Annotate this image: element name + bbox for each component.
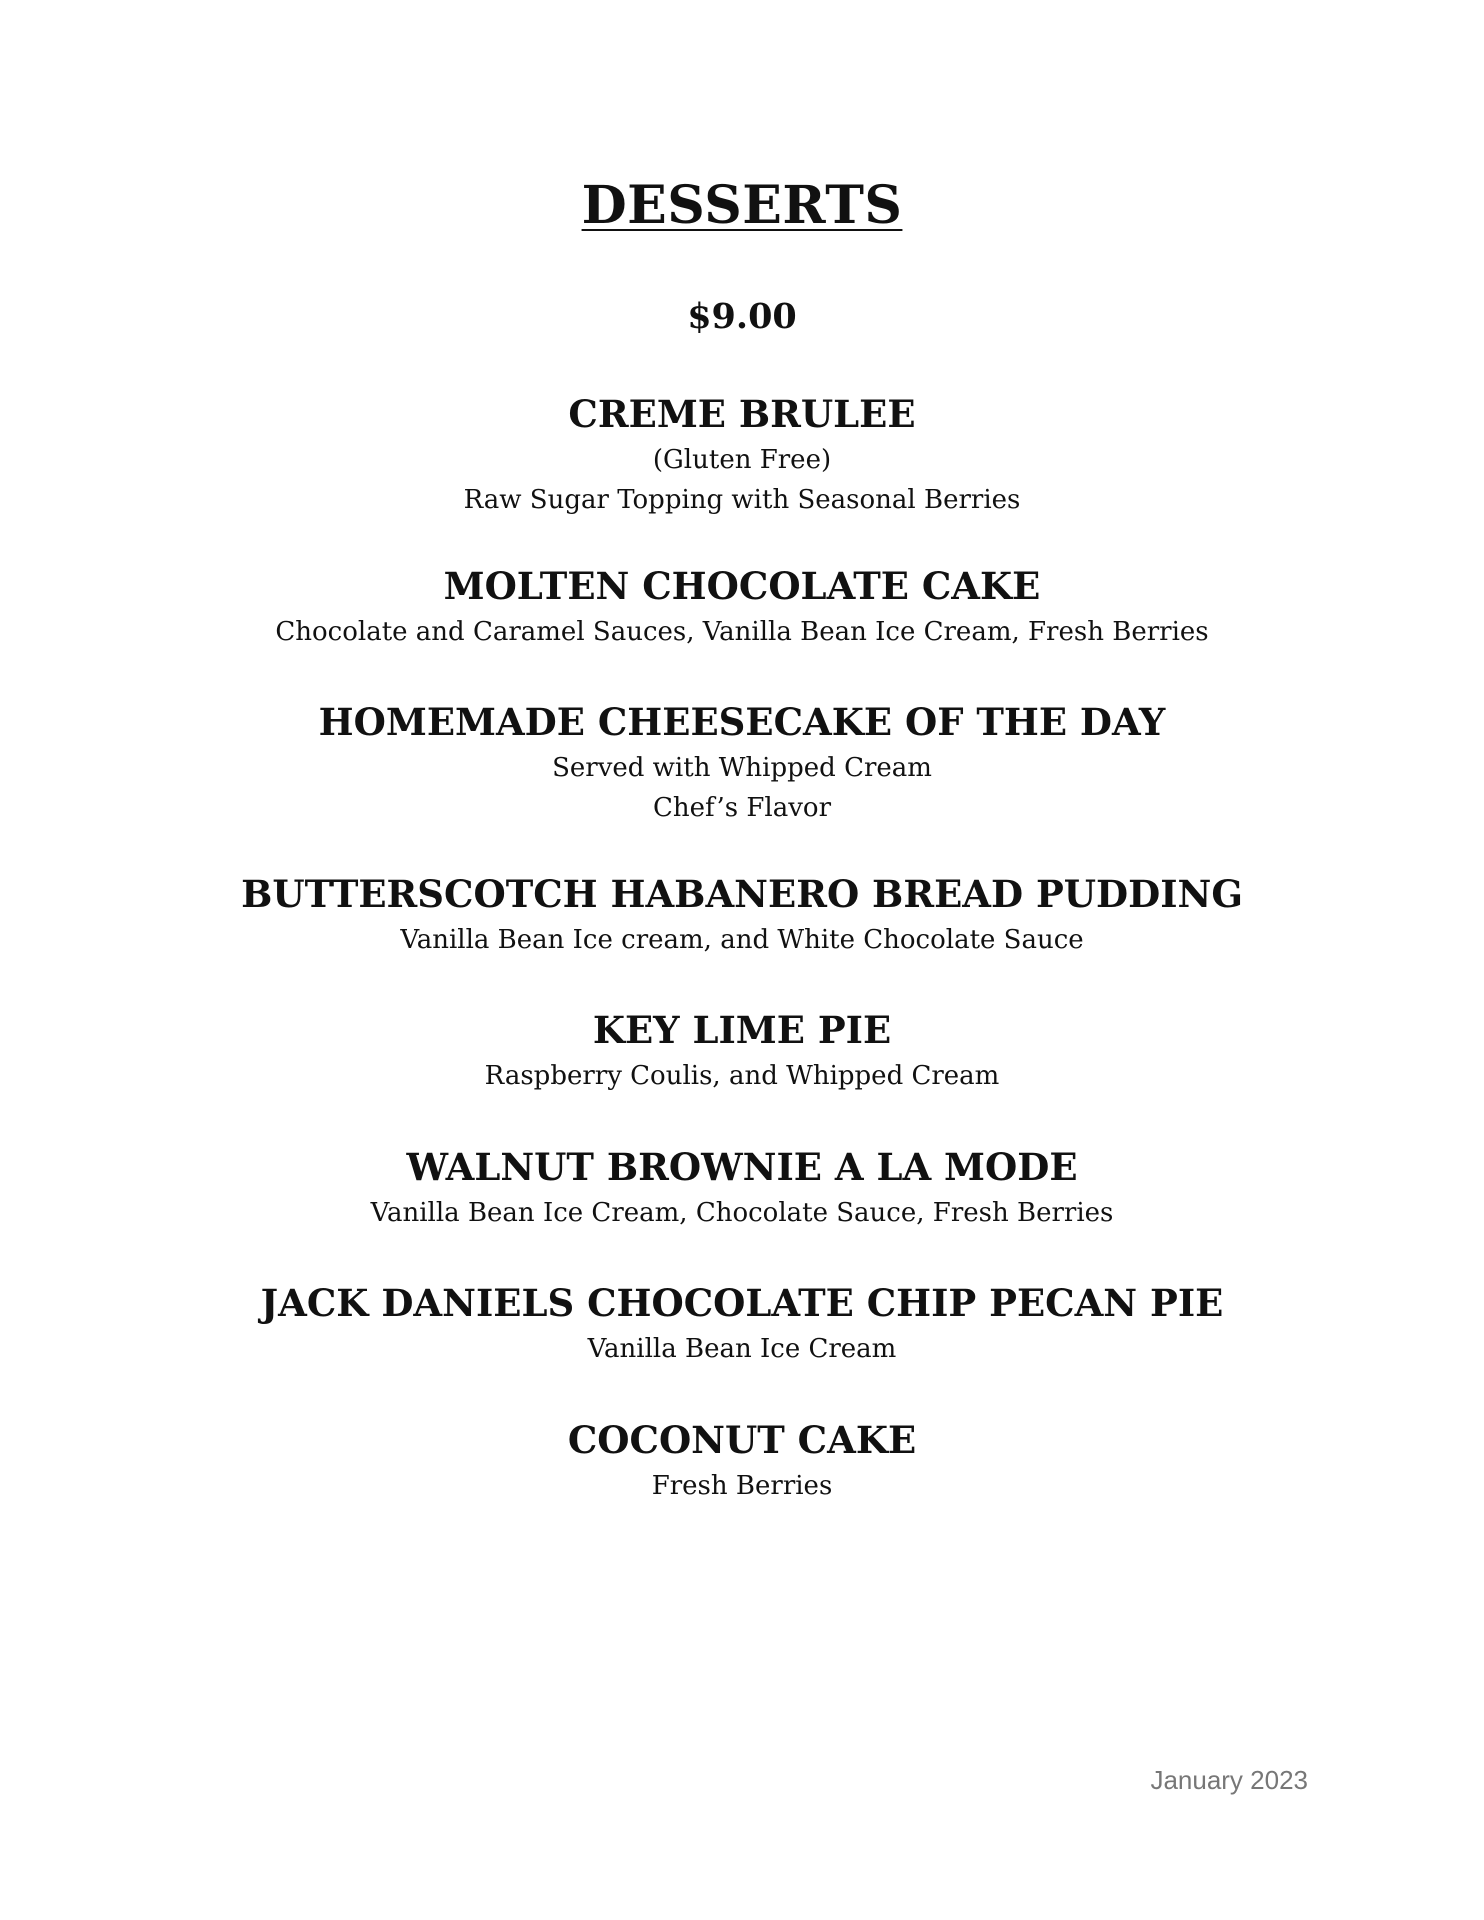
menu-item-name: CREME BRULEE [568, 392, 916, 436]
menu-item [0, 1414, 1484, 1506]
footer-date: January 2023 [1150, 1765, 1308, 1795]
menu-item-name: BUTTERSCOTCH HABANERO BREAD PUDDING [241, 872, 1243, 916]
menu-item-description: Raw Sugar Topping with Seasonal Berries [463, 485, 1021, 515]
menu-item-description: Chef’s Flavor [652, 793, 832, 823]
menu-item-name: HOMEMADE CHEESECAKE OF THE DAY [318, 700, 1166, 744]
menu-title-text: DESSERTS [581, 175, 903, 236]
menu-item [0, 1277, 1484, 1369]
menu-item-description: (Gluten Free) [652, 445, 832, 475]
menu-item-name: COCONUT CAKE [567, 1418, 917, 1462]
menu-item [0, 1004, 1484, 1096]
menu-item-name: MOLTEN CHOCOLATE CAKE [443, 564, 1041, 608]
menu-item [0, 696, 1484, 828]
menu-item-name: WALNUT BROWNIE A LA MODE [406, 1145, 1078, 1189]
menu-item [0, 868, 1484, 960]
menu-item [0, 1141, 1484, 1233]
menu-item-name: JACK DANIELS CHOCOLATE CHIP PECAN PIE [260, 1281, 1224, 1325]
menu-item [0, 388, 1484, 520]
menu-item-description: Vanilla Bean Ice cream, and White Chocolate Sauce [400, 925, 1084, 955]
menu-item-description: Chocolate and Caramel Sauces, Vanilla Bean Ice Cream, Fresh Berries [275, 617, 1209, 647]
menu-item-description: Raspberry Coulis, and Whipped Cream [484, 1061, 1000, 1091]
menu-items-list [0, 388, 1484, 1506]
menu-item-description: Vanilla Bean Ice Cream [587, 1334, 897, 1364]
menu-title [0, 176, 1484, 236]
menu-price: $9.00 [687, 296, 797, 337]
menu-item-description: Fresh Berries [651, 1471, 833, 1501]
menu-item-name: KEY LIME PIE [592, 1008, 892, 1052]
menu-item-description: Vanilla Bean Ice Cream, Chocolate Sauce, Fresh Berries [370, 1198, 1114, 1228]
menu-item [0, 560, 1484, 652]
menu-item-description: Served with Whipped Cream [552, 753, 932, 783]
